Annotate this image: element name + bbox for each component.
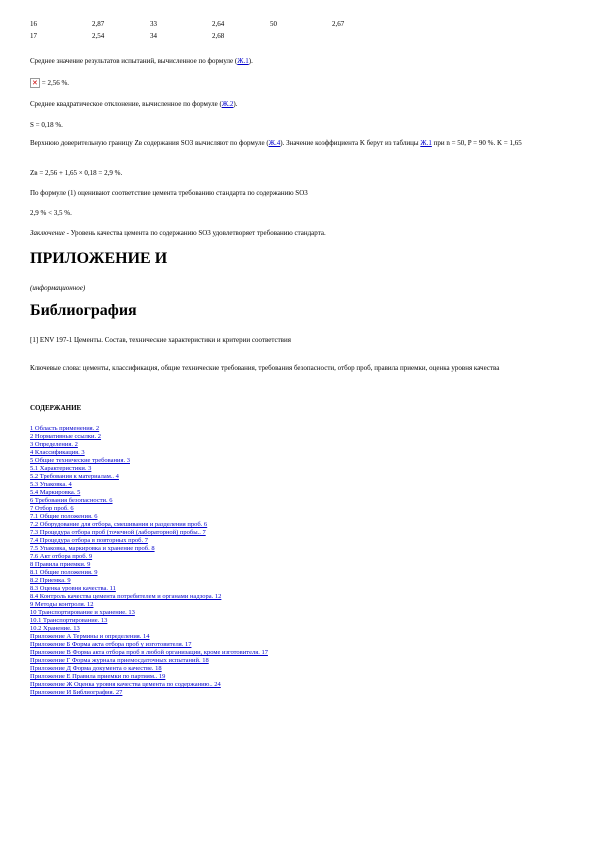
toc-link[interactable]: 9 Методы контроля. 12 — [30, 601, 94, 608]
toc-heading: СОДЕРЖАНИЕ — [30, 404, 82, 412]
table-cell: 2,68 — [212, 32, 225, 40]
toc-link[interactable]: 7.6 Акт отбора проб. 9 — [30, 553, 93, 560]
toc-link[interactable]: 5 Общие технические требования. 3 — [30, 457, 130, 464]
toc-link[interactable]: Приложение Е Правила приемки по партиям.. 19 — [30, 673, 166, 680]
toc-link[interactable]: 1 Область применения. 2 — [30, 425, 100, 432]
conclusion-paragraph — [30, 228, 326, 238]
toc-link[interactable]: Приложение А Термины и определения. 14 — [30, 633, 150, 640]
table-cell: 2,67 — [332, 20, 345, 28]
toc-link[interactable]: Приложение И Библиография. 27 — [30, 689, 123, 696]
toc-link[interactable]: 2 Нормативные ссылки. 2 — [30, 433, 102, 440]
toc-link[interactable]: 8.1 Общие положения. 9 — [30, 569, 98, 576]
conclusion-text: - Уровень качества цемента по содержанию SO3 удовлетворяет требованию стандарта. — [64, 229, 326, 237]
toc-link[interactable]: Приложение Ж Оценка уровня качества цемента по содержанию.. 24 — [30, 681, 221, 688]
table-of-contents — [30, 425, 268, 697]
toc-link[interactable]: 10.2 Хранение. 13 — [30, 625, 80, 632]
toc-link[interactable]: 8 Правила приемки. 9 — [30, 561, 91, 568]
toc-link[interactable]: 4 Классификация. 3 — [30, 449, 85, 456]
stddev-text-end: ). — [233, 100, 238, 108]
toc-link[interactable]: Приложение Г Форма журнала приемосдаточных испытаний. 18 — [30, 657, 209, 664]
mean-value: = 2,56 %. — [41, 79, 70, 87]
formula-link-zh4[interactable]: Ж.4 — [268, 139, 281, 147]
formula-link-zh2[interactable]: Ж.2 — [221, 100, 234, 108]
formula-link-zh1[interactable]: Ж.1 — [237, 57, 249, 65]
mean-text-end: ). — [248, 57, 253, 65]
toc-link[interactable]: 7 Отбор проб. 6 — [30, 505, 74, 512]
table-cell: 33 — [150, 20, 157, 28]
toc-link[interactable]: 5.1 Характеристики. 3 — [30, 465, 92, 472]
toc-link[interactable]: 7.3 Процедура отбора проб (точечной (лабораторной) пробы.. 7 — [30, 529, 206, 536]
toc-link[interactable]: 10 Транспортирование и хранение. 13 — [30, 609, 135, 616]
bibliography-heading: Библиография — [30, 302, 137, 319]
table-cell: 50 — [270, 20, 277, 28]
compliance-paragraph: По формуле (1) оценивают соответствие цемента требованию стандарта по содержанию SO3 — [30, 189, 308, 197]
upper-bound-paragraph — [30, 138, 550, 148]
stddev-formula: S = 0,18 %. — [30, 121, 63, 129]
upper-bound-text-3: при n = 50, P = 90 %. K = 1,65 — [431, 139, 522, 147]
toc-link[interactable]: 8.3 Оценка уровня качества. 11 — [30, 585, 116, 592]
upper-bound-formula: Zв = 2,56 + 1,65 × 0,18 = 2,9 %. — [30, 169, 123, 177]
bibliography-item: [1] ENV 197-1 Цементы. Состав, технические характеристики и критерии соответствия — [30, 336, 291, 344]
table-cell: 17 — [30, 32, 37, 40]
toc-link[interactable]: 5.4 Маркировка. 5 — [30, 489, 81, 496]
toc-link[interactable]: 5.3 Упаковка. 4 — [30, 481, 72, 488]
table-cell: 34 — [150, 32, 157, 40]
stddev-text: Среднее квадратическое отклонение, вычисленное по формуле ( — [30, 100, 222, 108]
table-cell: 2,54 — [92, 32, 105, 40]
toc-link[interactable]: 5.2 Требования к материалам.. 4 — [30, 473, 119, 480]
toc-link[interactable]: 7.2 Оборудование для отбора, смешивания и разделения проб. 6 — [30, 521, 208, 528]
mean-text: Среднее значение результатов испытаний, вычисленное по формуле ( — [30, 57, 238, 65]
upper-bound-text: Верхнюю доверительную границу Zв содержания SO3 вычисляют по формуле ( — [30, 139, 269, 147]
toc-link[interactable]: Приложение Б Форма акта отбора проб у изготовителя. 17 — [30, 641, 192, 648]
toc-link[interactable]: 10.1 Транспортирование. 13 — [30, 617, 108, 624]
toc-link[interactable]: 7.5 Упаковка, маркировка и хранение проб. 8 — [30, 545, 155, 552]
table-cell: 16 — [30, 20, 37, 28]
conclusion-label: Заключение — [30, 229, 65, 237]
mean-paragraph — [30, 56, 253, 66]
table-link-zh1[interactable]: Ж.1 — [420, 139, 432, 147]
table-cell: 2,64 — [212, 20, 225, 28]
appendix-heading: ПРИЛОЖЕНИЕ И — [30, 250, 168, 267]
toc-link[interactable]: 6 Требования безопасности. 6 — [30, 497, 113, 504]
stddev-paragraph — [30, 99, 237, 109]
mean-formula — [30, 78, 69, 88]
toc-link[interactable]: 8.4 Контроль качества цемента потребителем и органами надзора. 12 — [30, 593, 222, 600]
toc-link[interactable]: 3 Определения. 2 — [30, 441, 78, 448]
toc-link[interactable]: Приложение Д Форма документа о качестве. 18 — [30, 665, 162, 672]
toc-link[interactable]: 8.2 Приемка. 9 — [30, 577, 71, 584]
keywords-paragraph: Ключевые слова: цементы, классификация, общие технические требования, требования безопасности, отбор проб, правила приемки, оценка уровня качества — [30, 364, 500, 372]
toc-link[interactable]: 7.4 Процедура отбора в повторных проб. 7 — [30, 537, 148, 544]
table-cell: 2,87 — [92, 20, 105, 28]
appendix-subtitle: (информационное) — [30, 284, 86, 292]
toc-link[interactable]: 7.1 Общие положения. 6 — [30, 513, 98, 520]
toc-link[interactable]: Приложение В Форма акта отбора проб в любой организации, кроме изготовителя. 17 — [30, 649, 268, 656]
compliance-formula: 2,9 % < 3,5 %. — [30, 209, 72, 217]
broken-image-icon — [30, 78, 40, 88]
upper-bound-text-2: ). Значение коэффициента K берут из таблицы — [280, 139, 421, 147]
